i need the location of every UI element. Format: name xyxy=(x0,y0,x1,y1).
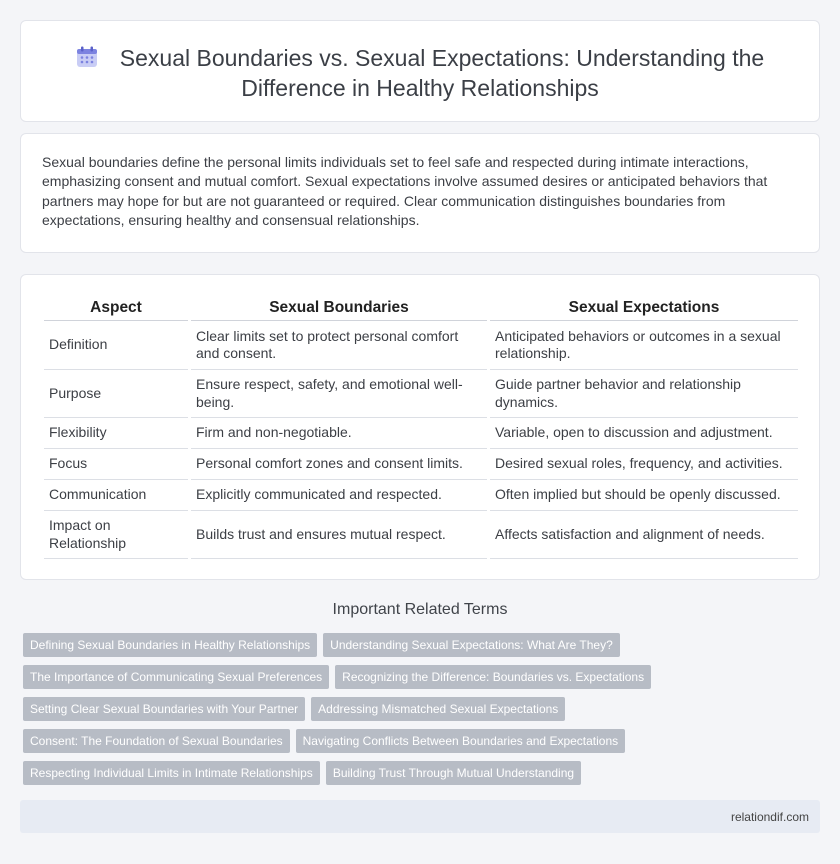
expectations-cell: Affects satisfaction and alignment of needs. xyxy=(490,511,798,559)
intro-card xyxy=(20,133,820,253)
related-terms-list xyxy=(23,633,823,793)
table-row xyxy=(44,480,798,511)
page-title-wrap xyxy=(51,43,789,103)
aspect-cell: Purpose xyxy=(44,370,188,418)
comparison-table xyxy=(41,293,801,559)
related-term-tag[interactable]: Building Trust Through Mutual Understanding xyxy=(326,761,581,785)
boundaries-cell: Clear limits set to protect personal comfort and consent. xyxy=(191,321,487,370)
related-term-tag[interactable]: Respecting Individual Limits in Intimate Relationships xyxy=(23,761,320,785)
boundaries-cell: Ensure respect, safety, and emotional well-being. xyxy=(191,370,487,418)
table-row xyxy=(44,511,798,559)
expectations-cell: Variable, open to discussion and adjustment. xyxy=(490,418,798,449)
tag-row xyxy=(23,729,823,761)
aspect-cell: Impact on Relationship xyxy=(44,511,188,559)
expectations-cell: Guide partner behavior and relationship dynamics. xyxy=(490,370,798,418)
aspect-cell: Flexibility xyxy=(44,418,188,449)
footer-bar xyxy=(20,800,820,833)
table-row xyxy=(44,418,798,449)
tag-row xyxy=(23,665,823,697)
header-aspect: Aspect xyxy=(44,293,188,321)
related-term-tag[interactable]: The Importance of Communicating Sexual Preferences xyxy=(23,665,329,689)
aspect-cell: Communication xyxy=(44,480,188,511)
related-term-tag[interactable]: Consent: The Foundation of Sexual Boundaries xyxy=(23,729,290,753)
header-sexual-boundaries: Sexual Boundaries xyxy=(191,293,487,321)
boundaries-cell: Explicitly communicated and respected. xyxy=(191,480,487,511)
boundaries-cell: Builds trust and ensures mutual respect. xyxy=(191,511,487,559)
comparison-card xyxy=(20,274,820,580)
related-term-tag[interactable]: Navigating Conflicts Between Boundaries and Expectations xyxy=(296,729,626,753)
expectations-cell: Anticipated behaviors or outcomes in a sexual relationship. xyxy=(490,321,798,370)
page-title: Sexual Boundaries vs. Sexual Expectations: Understanding the Difference in Healthy Relationships xyxy=(119,45,765,101)
table-row xyxy=(44,449,798,480)
tag-row xyxy=(23,761,823,793)
related-term-tag[interactable]: Recognizing the Difference: Boundaries vs. Expectations xyxy=(335,665,651,689)
expectations-cell: Desired sexual roles, frequency, and activities. xyxy=(490,449,798,480)
aspect-cell: Focus xyxy=(44,449,188,480)
header-sexual-expectations: Sexual Expectations xyxy=(490,293,798,321)
boundaries-cell: Firm and non-negotiable. xyxy=(191,418,487,449)
table-row xyxy=(44,321,798,370)
table-row xyxy=(44,370,798,418)
related-term-tag[interactable]: Addressing Mismatched Sexual Expectations xyxy=(311,697,565,721)
calendar-icon xyxy=(76,46,98,68)
related-terms-title: Important Related Terms xyxy=(332,601,508,618)
aspect-cell: Definition xyxy=(44,321,188,370)
related-term-tag[interactable]: Understanding Sexual Expectations: What Are They? xyxy=(323,633,620,657)
tag-row xyxy=(23,697,823,729)
tag-row xyxy=(23,633,823,665)
related-term-tag[interactable]: Defining Sexual Boundaries in Healthy Relationships xyxy=(23,633,317,657)
title-card xyxy=(20,20,820,122)
intro-paragraph: Sexual boundaries define the personal limits individuals set to feel safe and respected during intimate interactions, emphasizing consent and mutual comfort. Sexual expectations involve assumed desires or anticipated behaviors that partners may hope for but are not guaranteed or required. Clear communication distinguishes boundaries from expectations, ensuring healthy and consensual relationships. xyxy=(42,154,768,228)
boundaries-cell: Personal comfort zones and consent limits. xyxy=(191,449,487,480)
related-term-tag[interactable]: Setting Clear Sexual Boundaries with Your Partner xyxy=(23,697,305,721)
expectations-cell: Often implied but should be openly discussed. xyxy=(490,480,798,511)
footer-site-link[interactable]: relationdif.com xyxy=(730,810,809,824)
table-header-row xyxy=(44,293,798,321)
